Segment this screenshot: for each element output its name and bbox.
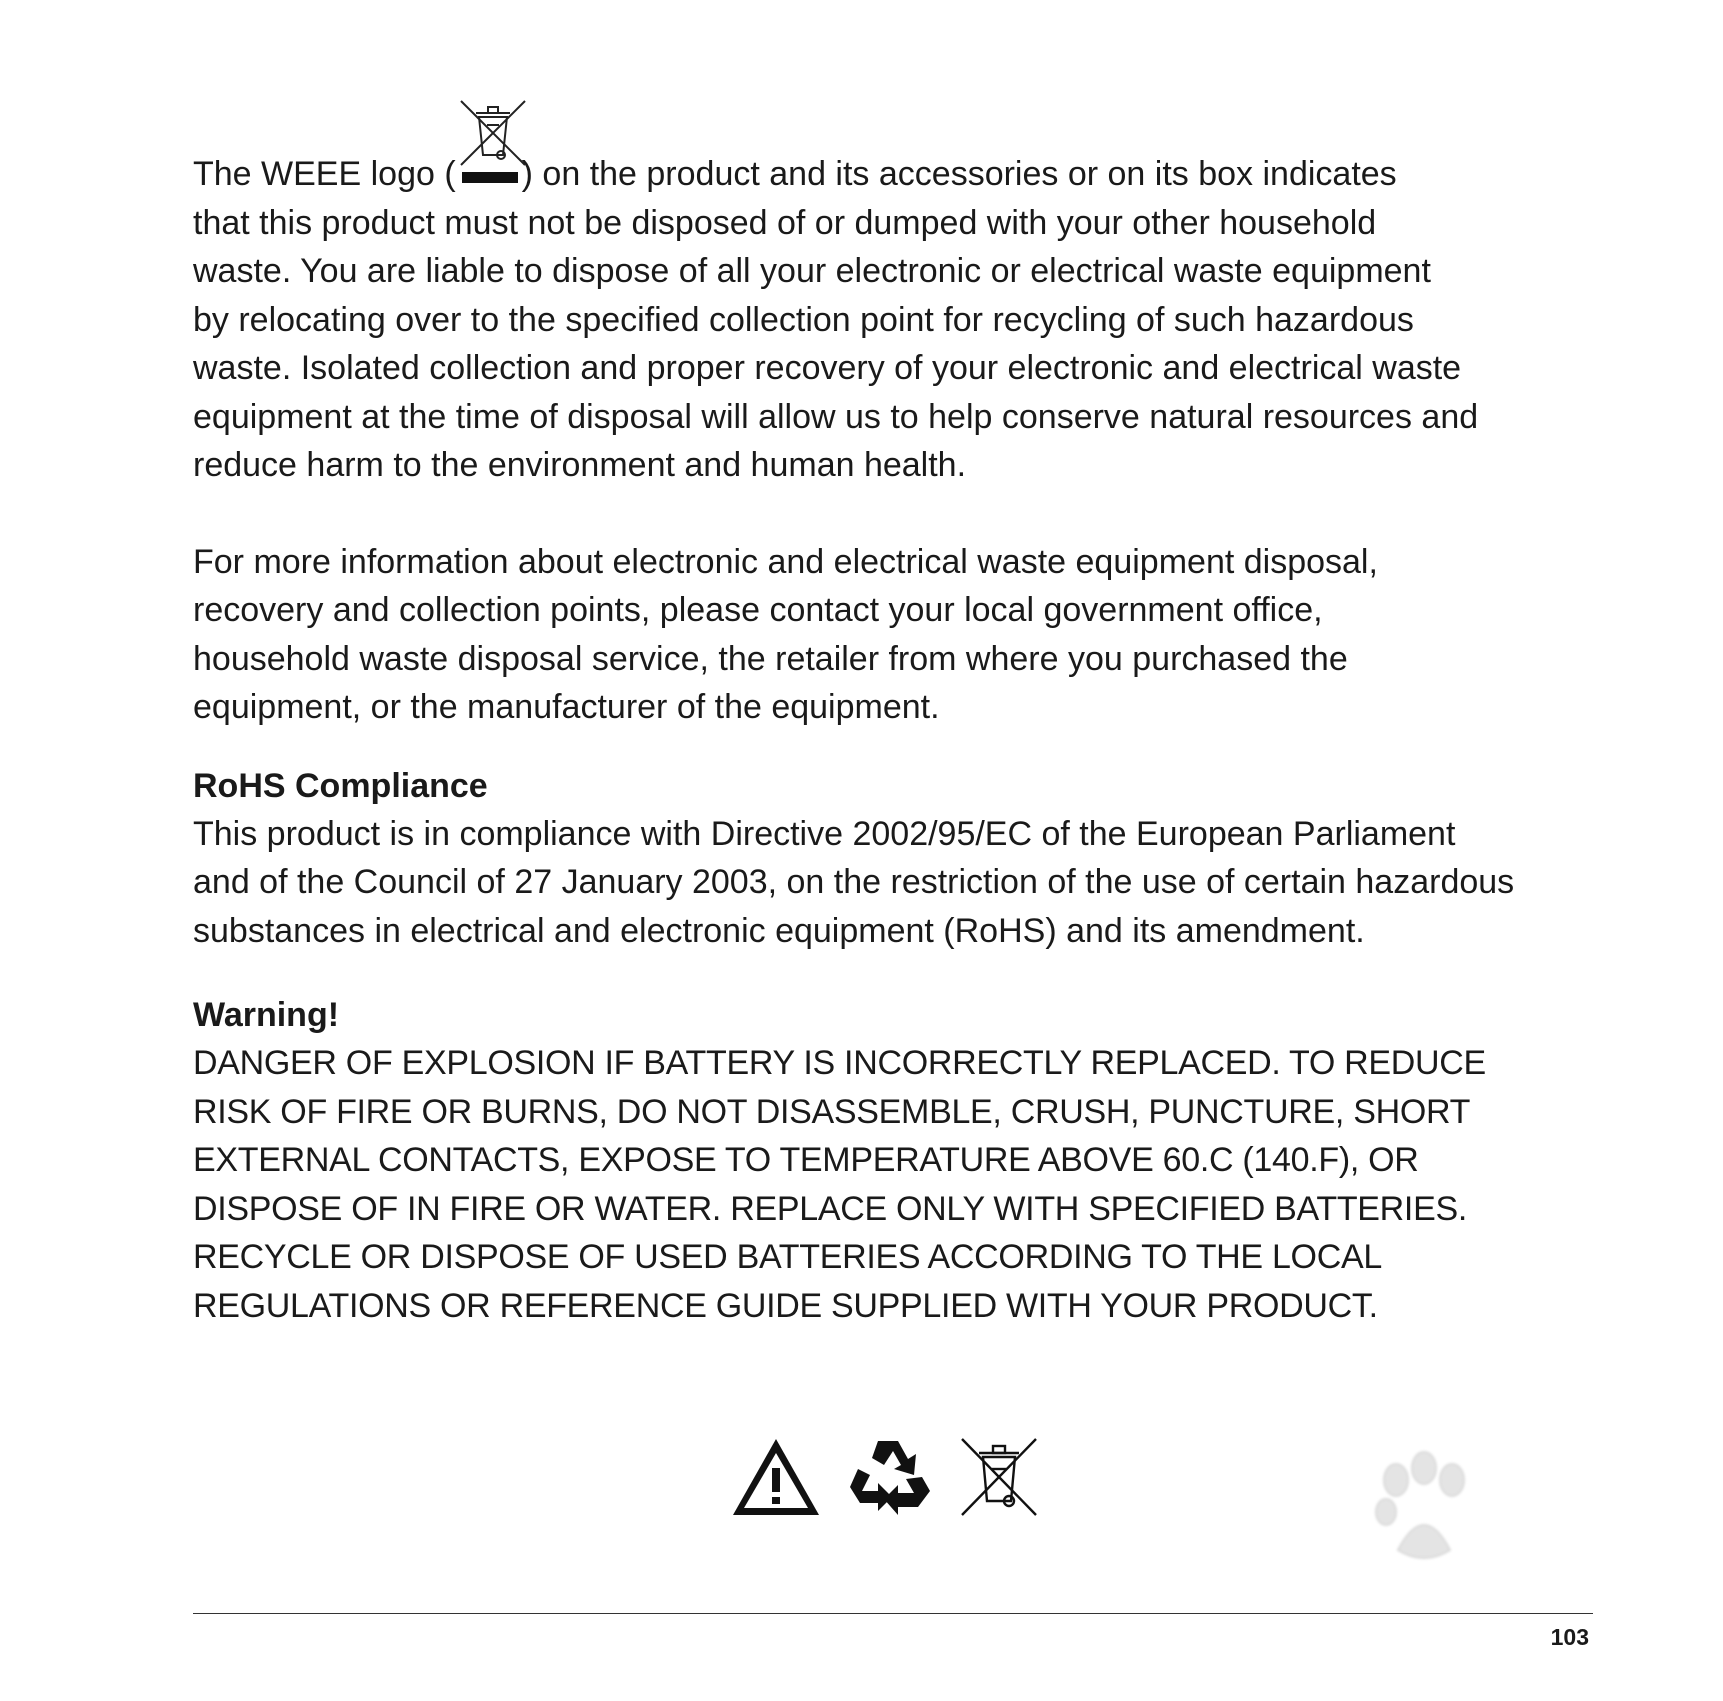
weee-inline-bar [462, 172, 518, 183]
rohs-paragraph-line: substances in electrical and electronic equipment (RoHS) and its amendment. [193, 911, 1365, 950]
rohs-paragraph [193, 810, 1613, 956]
warning-heading: Warning! [193, 996, 340, 1034]
baidu-watermark [1228, 1440, 1628, 1640]
info-paragraph-line: For more information about electronic and electrical waste equipment disposal, [193, 542, 1378, 581]
safety-symbols [730, 1435, 1040, 1519]
info-paragraph-line: equipment, or the manufacturer of the equipment. [193, 688, 940, 726]
recycle-icon [848, 1435, 932, 1519]
warning-line: RISK OF FIRE OR BURNS, DO NOT DISASSEMBLE, CRUSH, PUNCTURE, SHORT [193, 1092, 1471, 1131]
warning-triangle-icon [730, 1436, 822, 1518]
footer-rule [193, 1613, 1593, 1614]
warning-line: DISPOSE OF IN FIRE OR WATER. REPLACE ONLY WITH SPECIFIED BATTERIES. [193, 1189, 1467, 1228]
warning-line: EXTERNAL CONTACTS, EXPOSE TO TEMPERATURE ABOVE 60.C (140.F), OR [193, 1141, 1419, 1179]
weee-paragraph-line: reduce harm to the environment and human health. [193, 446, 967, 484]
weee-paragraph-line: that this product must not be disposed of or dumped with your other household [193, 203, 1377, 242]
rohs-paragraph-line: This product is in compliance with Directive 2002/95/EC of the European Parliament [193, 814, 1456, 853]
warning-line: REGULATIONS OR REFERENCE GUIDE SUPPLIED WITH YOUR PRODUCT. [193, 1286, 1378, 1325]
weee-paragraph-line: equipment at the time of disposal will allow us to help conserve natural resources and [193, 397, 1479, 436]
weee-paragraph-line: by relocating over to the specified collection point for recycling of such hazardous [193, 300, 1414, 339]
warning-paragraph [193, 1039, 1613, 1330]
info-paragraph-line: recovery and collection points, please contact your local government office, [193, 591, 1323, 629]
weee-paragraph-line: waste. You are liable to dispose of all your electronic or electrical waste equipment [193, 252, 1431, 290]
weee-bin-icon [457, 97, 529, 169]
weee-paragraph-line-1: The WEEE logo ( ) on the product and its accessories or on its box indicates [193, 150, 1613, 199]
page-number: 103 [1550, 1624, 1589, 1650]
info-paragraph [193, 538, 1613, 732]
warning-line: DANGER OF EXPLOSION IF BATTERY IS INCORRECTLY REPLACED. TO REDUCE [193, 1044, 1486, 1082]
rohs-paragraph-line: and of the Council of 27 January 2003, on the restriction of the use of certain hazardous [193, 863, 1515, 901]
weee-paragraph-line: waste. Isolated collection and proper recovery of your electronic and electrical waste [193, 349, 1462, 387]
weee-inline-logo [456, 165, 522, 185]
weee-bin-icon [958, 1435, 1040, 1519]
info-paragraph-line: household waste disposal service, the retailer from where you purchased the [193, 639, 1348, 678]
page-content [193, 150, 1613, 1330]
weee-paragraph [193, 150, 1613, 490]
rohs-heading: RoHS Compliance [193, 766, 488, 805]
warning-line: RECYCLE OR DISPOSE OF USED BATTERIES ACCORDING TO THE LOCAL [193, 1238, 1382, 1276]
